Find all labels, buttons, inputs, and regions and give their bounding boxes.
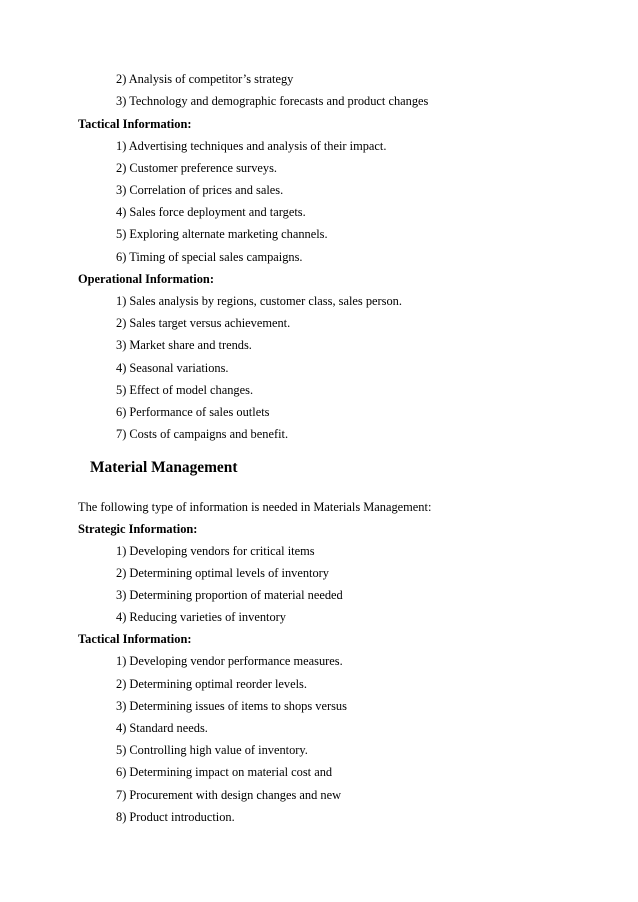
section-label-operational: Operational Information:: [78, 272, 214, 286]
list-item: 1) Developing vendor performance measures.: [116, 654, 343, 668]
list-item: 7) Procurement with design changes and new: [116, 788, 342, 802]
list-item: 3) Correlation of prices and sales.: [116, 183, 284, 197]
section-label-tactical: Tactical Information:: [78, 117, 192, 131]
list-item: 3) Determining issues of items to shops versus: [116, 699, 347, 713]
list-item: 6) Performance of sales outlets: [116, 405, 270, 419]
list-item: 2) Customer preference surveys.: [116, 161, 278, 175]
list-item: 2) Sales target versus achievement.: [116, 316, 291, 330]
list-item: 1) Sales analysis by regions, customer class, sales person.: [116, 294, 402, 308]
list-item: 3) Technology and demographic forecasts and product changes: [116, 94, 429, 108]
list-item: 1) Advertising techniques and analysis of their impact.: [116, 139, 387, 153]
section-title-material-management: Material Management: [90, 459, 238, 476]
list-item: 1) Developing vendors for critical items: [116, 544, 315, 558]
list-item: 4) Reducing varieties of inventory: [116, 610, 286, 624]
list-item: 4) Standard needs.: [116, 721, 208, 735]
list-item: 5) Exploring alternate marketing channels.: [116, 227, 328, 241]
list-item: 2) Determining optimal levels of inventory: [116, 566, 330, 580]
list-item: 4) Seasonal variations.: [116, 361, 229, 375]
list-item: 3) Determining proportion of material needed: [116, 588, 343, 602]
list-item: 6) Timing of special sales campaigns.: [116, 250, 303, 264]
list-item: 3) Market share and trends.: [116, 338, 252, 352]
list-item: 4) Sales force deployment and targets.: [116, 205, 306, 219]
list-item: 5) Effect of model changes.: [116, 383, 254, 397]
list-item: 6) Determining impact on material cost and: [116, 765, 333, 779]
list-item: 8) Product introduction.: [116, 810, 235, 824]
list-item: 2) Analysis of competitor’s strategy: [116, 72, 294, 86]
intro-paragraph: The following type of information is needed in Materials Management:: [78, 500, 432, 514]
list-item: 5) Controlling high value of inventory.: [116, 743, 308, 757]
section-label-tactical: Tactical Information:: [78, 632, 192, 646]
list-item: 7) Costs of campaigns and benefit.: [116, 427, 289, 441]
section-label-strategic: Strategic Information:: [78, 522, 198, 536]
list-item: 2) Determining optimal reorder levels.: [116, 677, 307, 691]
